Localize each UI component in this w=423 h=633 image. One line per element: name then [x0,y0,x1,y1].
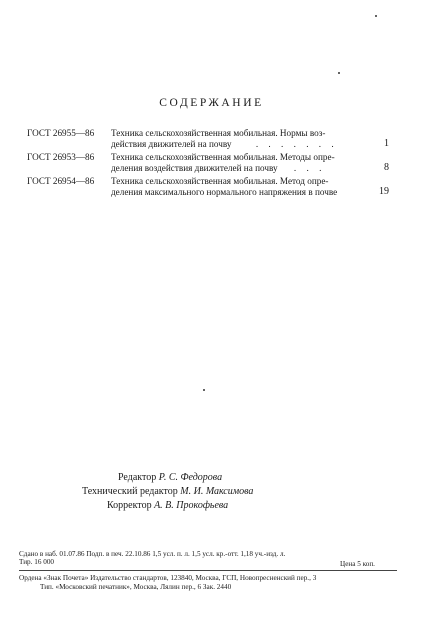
editor-role: Редактор [118,472,157,483]
toc-entry [27,176,395,198]
imprint-price: Цена 5 коп. [340,560,375,568]
toc-entry-line2: деления воздействия движителей на почву [111,162,278,173]
imprint-divider [19,570,397,571]
toc-entry-page: 8 [384,162,389,173]
toc-entry-page: 1 [384,138,389,149]
toc-entry [27,128,395,150]
toc-entry-text [111,176,373,197]
scan-speck [375,15,377,17]
imprint-printer: Тип. «Московский печатник», Москва, Лялин пер., 6 Зак. 2440 [40,583,232,591]
toc-entry-leader: . . . . . . . [255,138,338,149]
corrector-credit [107,500,228,511]
tech-editor-name: М. И. Максимова [180,486,254,497]
toc-title: СОДЕРЖАНИЕ [159,97,264,109]
toc-entry-leader: . . . [293,162,326,173]
toc-entry-line2: деления максимального нормального напряжения в почве [111,186,338,197]
scan-speck [338,72,340,74]
toc-entry-line2: действия движителей на почву [111,138,232,149]
editor-name: Р. С. Федорова [158,472,223,483]
toc-entry-code: ГОСТ 26953—86 [27,152,95,162]
imprint-print-data: Сдано в наб. 01.07.86 Подп. в печ. 22.10.86 1,5 усл. п. л. 1,5 усл. кр.-отт. 1,18 уч.-изд. л. [19,550,286,558]
tech-editor-role: Технический редактор [82,486,178,497]
toc-entry-text [111,152,373,173]
corrector-role: Корректор [107,500,152,511]
toc-entry-line1: Техника сельскохозяйственная мобильная. Нормы воз- [111,128,326,138]
toc-entry-text [111,128,373,149]
imprint-publisher: Ордена «Знак Почета» Издательство стандартов, 123840, Москва, ГСП, Новопресненский пер., 3 [19,574,317,582]
tech-editor-credit [82,486,253,497]
scan-speck [203,389,205,391]
corrector-name: А. В. Прокофьева [154,500,229,511]
toc-entry-line1: Техника сельскохозяйственная мобильная. Методы опре- [111,152,335,162]
toc-entry-line1: Техника сельскохозяйственная мобильная. Метод опре- [111,176,329,186]
toc-entry-code: ГОСТ 26954—86 [27,176,95,186]
imprint-tirazh: Тир. 16 000 [19,558,55,566]
editor-credit [118,472,222,483]
toc-entry-code: ГОСТ 26955—86 [27,128,95,138]
toc-entry-page: 19 [379,186,389,197]
toc-entry [27,152,395,174]
